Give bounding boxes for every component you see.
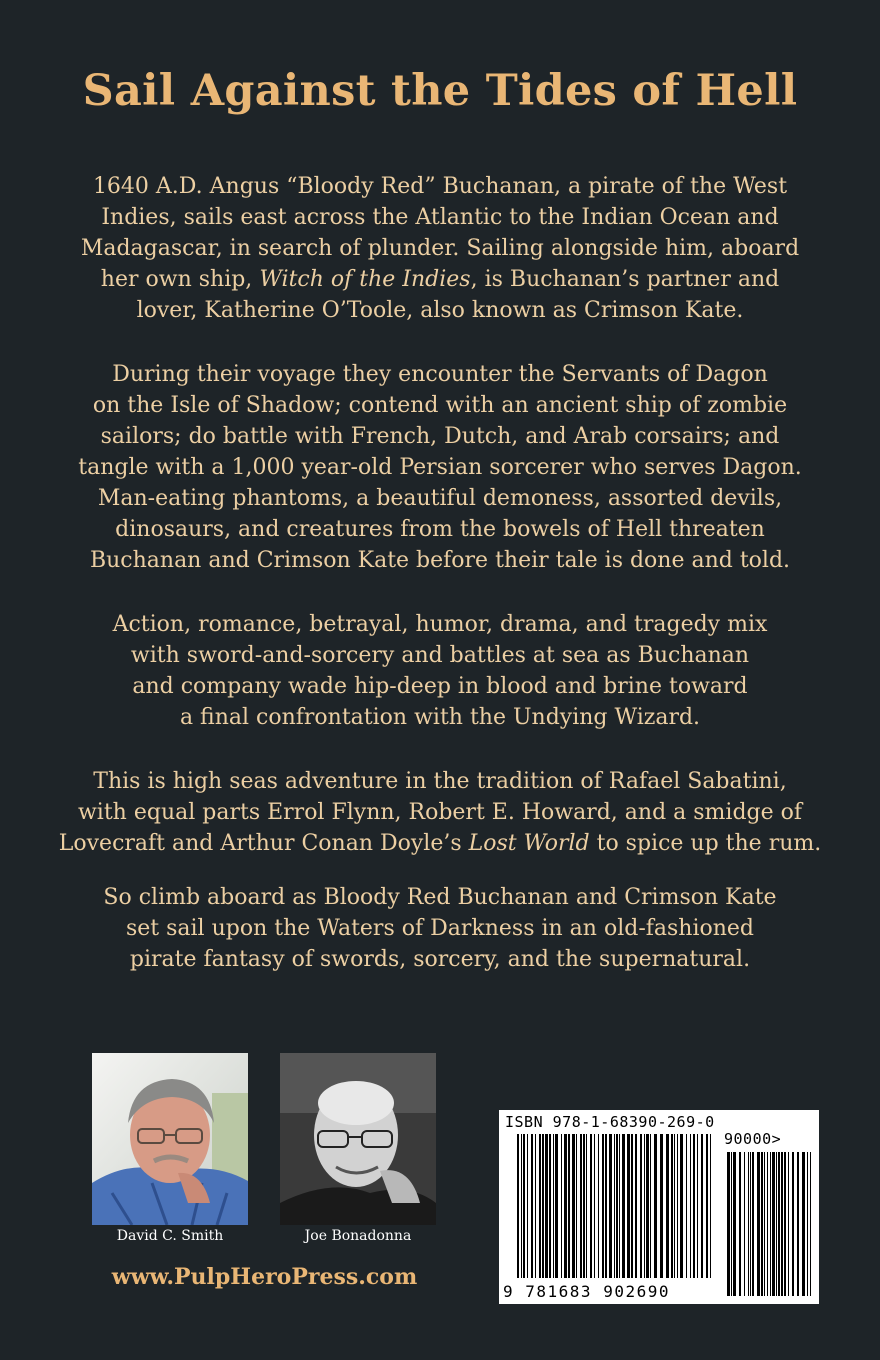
publisher-website[interactable]: www.PulpHeroPress.com xyxy=(111,1264,418,1290)
blurb-paragraph-1 xyxy=(40,171,840,326)
blurb-line: So climb aboard as Bloody Red Buchanan and Crimson Kate xyxy=(103,885,777,910)
blurb-line: 1640 A.D. Angus “Bloody Red” Buchanan, a pirate of the West xyxy=(92,174,788,199)
blurb-line: Buchanan and Crimson Kate before their tale is done and told. xyxy=(89,548,791,573)
blurb-line: Action, romance, betrayal, humor, drama, and tragedy mix xyxy=(112,612,768,637)
blurb-line: her own ship, Witch of the Indies, is Buchanan’s partner and xyxy=(100,267,780,292)
blurb-line: lover, Katherine O’Toole, also known as Crimson Kate. xyxy=(136,298,744,323)
isbn-barcode xyxy=(499,1110,819,1304)
back-cover-title: Sail Against the Tides of Hell xyxy=(82,66,798,116)
blurb-line: on the Isle of Shadow; contend with an ancient ship of zombie xyxy=(92,393,788,418)
blurb-line: set sail upon the Waters of Darkness in an old-fashioned xyxy=(125,916,755,941)
blurb-line: This is high seas adventure in the tradition of Rafael Sabatini, xyxy=(93,769,787,794)
blurb-line: tangle with a 1,000 year-old Persian sorcerer who serves Dagon. xyxy=(78,455,802,480)
blurb-line: sailors; do battle with French, Dutch, and Arab corsairs; and xyxy=(100,424,780,449)
blurb-line: Lovecraft and Arthur Conan Doyle’s Lost World to spice up the rum. xyxy=(58,831,822,856)
blurb-line: with sword-and-sorcery and battles at sea as Buchanan xyxy=(130,643,750,668)
blurb-line: During their voyage they encounter the Servants of Dagon xyxy=(112,362,768,387)
blurb-paragraph-4 xyxy=(40,766,840,859)
blurb-line: Man-eating phantoms, a beautiful demoness, assorted devils, xyxy=(97,486,783,511)
blurb-paragraph-3 xyxy=(40,609,840,733)
blurb-line: pirate fantasy of swords, sorcery, and the supernatural. xyxy=(129,947,751,972)
blurb-paragraph-2 xyxy=(40,359,840,576)
author-caption-2: Joe Bonadonna xyxy=(304,1228,412,1244)
author-photo-david-c-smith xyxy=(92,1053,248,1225)
barcode-bars xyxy=(499,1110,819,1304)
blurb-line: Indies, sails east across the Atlantic to the Indian Ocean and xyxy=(101,205,779,230)
blurb-line: with equal parts Errol Flynn, Robert E. Howard, and a smidge of xyxy=(77,800,803,825)
blurb-line: Madagascar, in search of plunder. Sailing alongside him, aboard xyxy=(80,236,800,261)
isbn-label: ISBN 978-1-68390-269-0 xyxy=(505,1113,715,1131)
blurb-line: dinosaurs, and creatures from the bowels of Hell threaten xyxy=(115,517,765,542)
author-photo-joe-bonadonna xyxy=(280,1053,436,1225)
author-caption-1: David C. Smith xyxy=(116,1228,224,1244)
ean-digits: 9 781683 902690 xyxy=(503,1282,670,1301)
blurb-line: and company wade hip-deep in blood and brine toward xyxy=(132,674,748,699)
blurb-line: a final confrontation with the Undying Wizard. xyxy=(179,705,701,730)
price-addon: 90000> xyxy=(724,1130,782,1148)
blurb-paragraph-5 xyxy=(40,882,840,975)
